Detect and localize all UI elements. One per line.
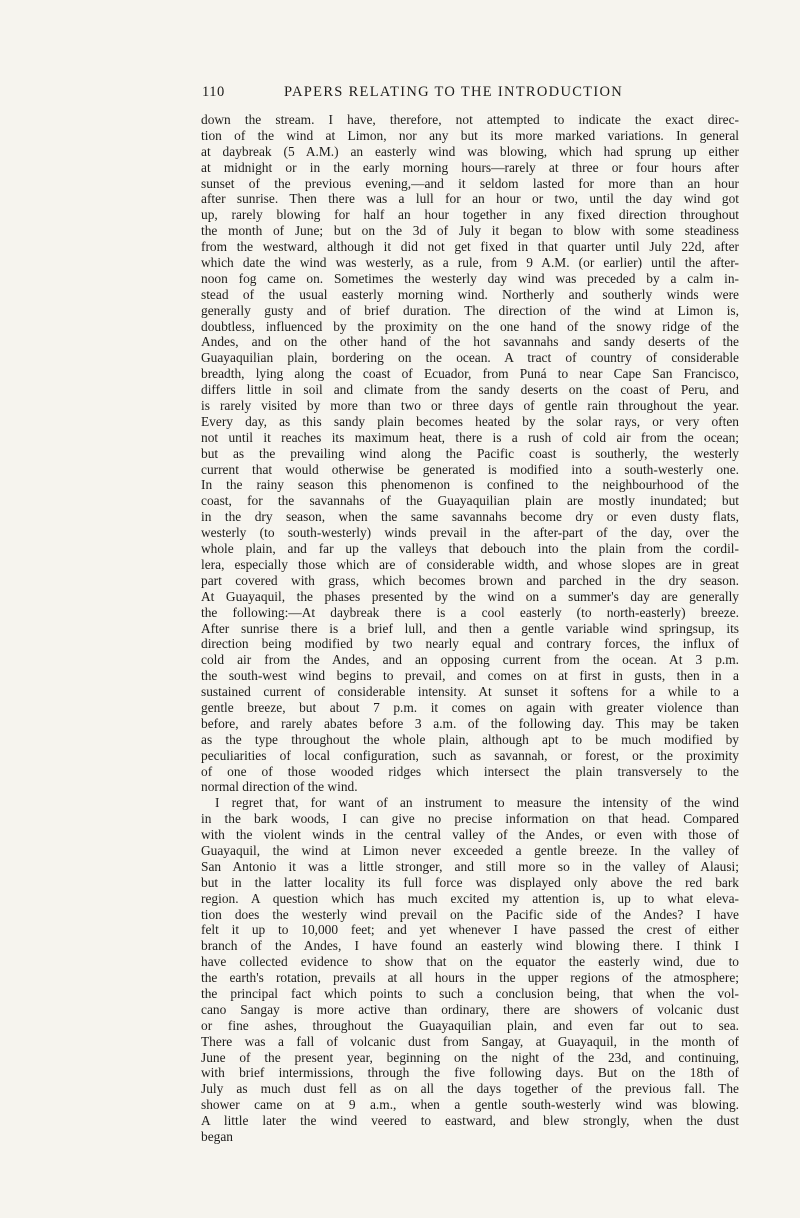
catchword [201,1145,739,1161]
text-line: normal direction of the wind. [201,779,358,795]
text-line: but in the latter locality its full force was displayed only above the red bark [201,874,739,890]
text-line: which date the wind was westerly, as a rule, from 9 A.M. (or earlier) until the after- [201,255,739,271]
text-line: June of the present year, beginning on the night of the 23d, and continuing, [201,1049,739,1065]
text-line: the following:—At daybreak there is a cool easterly (to north-easterly) breeze. [201,604,739,620]
text-line: before, and rarely abates before 3 a.m. of the following day. This may be taken [201,715,739,731]
text-line: is rarely visited by more than two or three days of gentle rain throughout the year. [201,398,739,414]
text-line: whole plain, and far up the valleys that debouch into the plain from the cordil- [201,541,739,557]
text-line: up, rarely blowing for half an hour together in any fixed direction throughout [201,207,739,223]
running-head [202,84,736,106]
text-line: the month of June; but on the 3d of July it began to blow with some steadiness [201,223,739,239]
text-line: There was a fall of volcanic dust from Sangay, at Guayaquil, in the month of [201,1033,739,1049]
text-line: but as the prevailing wind along the Pacific coast is southerly, the westerly [201,445,739,461]
text-line: not until it reaches its maximum heat, there is a rush of cold air from the ocean; [201,429,739,445]
text-line: doubtless, influenced by the proximity on the one hand of the snowy ridge of the [201,318,739,334]
text-line: current that would otherwise be generated is modified into a south-westerly one. [201,461,739,477]
text-line: Andes, and on the other hand of the hot savannahs and sandy deserts of the [201,334,739,350]
text-line: part covered with grass, which becomes brown and parched in the dry season. [201,572,739,588]
text-line: tion of the wind at Limon, nor any but its more marked variations. In general [201,127,739,143]
text-line: gentle breeze, but about 7 p.m. it comes on again with greater violence than [201,699,739,715]
text-line: as the type throughout the whole plain, although apt to be much modified by [201,731,739,747]
text-line: began [201,1129,233,1144]
text-line: in the bark woods, I can give no precise information on that head. Compared [201,811,739,827]
text-line: with brief intermissions, through the five following days. But on the 18th of [201,1065,739,1081]
text-line: sustained current of considerable intensity. At sunset it softens for a while to a [201,684,739,700]
text-line: westerly (to south-westerly) winds prevail in the after-part of the day, over the [201,525,739,541]
text-line: Every day, as this sandy plain becomes heated by the solar rays, or very often [201,413,739,429]
text-line: the earth's rotation, prevails at all hours in the upper regions of the atmosphere; [201,970,739,986]
text-line: the south-west wind begins to prevail, and comes on at first in gusts, then in a [201,668,739,684]
text-line: with the violent winds in the central valley of the Andes, or even with those of [201,827,739,843]
text-line: at midnight or in the early morning hours—rarely at three or four hours after [201,159,739,175]
text-line: down the stream. I have, therefore, not attempted to indicate the exact direc- [201,112,739,127]
text-line: After sunrise there is a brief lull, and then a gentle variable wind springsup, its [201,620,739,636]
text-line: peculiarities of local configuration, such as savannah, or forest, or the proximity [201,747,739,763]
text-line: the principal fact which points to such a conclusion being, that when the vol- [201,985,739,1001]
paragraph-first-line: I regret that, for want of an instrument to measure the intensity of the wind [215,795,739,811]
page-number: 110 [202,84,225,100]
text-line: In the rainy season this phenomenon is confined to the neighbourhood of the [201,477,739,493]
text-line: or fine ashes, throughout the Guayaquilian plain, and even far out to sea. [201,1017,739,1033]
text-line: tion does the westerly wind prevail on the Pacific side of the Andes? I have [201,906,739,922]
text-line: of one of those wooded ridges which intersect the plain transversely to the [201,763,739,779]
text-line: generally gusty and of brief duration. The direction of the wind at Limon is, [201,302,739,318]
text-line: in the dry season, when the same savannahs become dry or even dusty flats, [201,509,739,525]
running-head-title: PAPERS RELATING TO THE INTRODUCTION [284,84,624,100]
text-line: direction being modified by two nearly equal and contrary forces, the influx of [201,636,739,652]
body-text [201,112,739,1161]
text-line: breadth, lying along the coast of Ecuador, from Puná to near Cape San Francisco, [201,366,739,382]
text-line: shower came on at 9 a.m., when a gentle south-westerly wind was blowing. [201,1097,739,1113]
text-line: sunset of the previous evening,—and it seldom lasted for more than an hour [201,175,739,191]
text-line: felt it up to 10,000 feet; and yet whenever I have passed the crest of either [201,922,739,938]
text-line: have collected evidence to show that on the equator the easterly wind, due to [201,954,739,970]
text-line: A little later the wind veered to eastward, and blew strongly, when the dust [201,1113,739,1129]
text-line: from the westward, although it did not get fixed in that quarter until July 22d, after [201,239,739,255]
text-line: differs little in soil and climate from the sandy deserts on the coast of Peru, and [201,382,739,398]
text-line: Guayaquilian plain, bordering on the ocean. A tract of country of considerable [201,350,739,366]
text-line: at daybreak (5 A.M.) an easterly wind was blowing, which had sprung up either [201,143,739,159]
text-line: Guayaquil, the wind at Limon never exceeded a gentle breeze. In the valley of [201,842,739,858]
text-line: stead of the usual easterly morning wind. Northerly and southerly winds were [201,286,739,302]
text-line: At Guayaquil, the phases presented by the wind on a summer's day are generally [201,588,739,604]
text-line: July as much dust fell as on all the days together of the previous fall. The [201,1081,739,1097]
text-line: noon fog came on. Sometimes the westerly day wind was preceded by a calm in- [201,270,739,286]
text-line: region. A question which has much excited my attention is, up to what eleva- [201,890,739,906]
text-line: San Antonio it was a little stronger, and still more so in the valley of Alausi; [201,858,739,874]
text-line: branch of the Andes, I have found an easterly wind blowing there. I think I [201,938,739,954]
text-line: cold air from the Andes, and an opposing current from the ocean. At 3 p.m. [201,652,739,668]
text-line: coast, for the savannahs of the Guayaquilian plain are mostly inundated; but [201,493,739,509]
text-line: after sunrise. Then there was a lull for an hour or two, until the day wind got [201,191,739,207]
text-line: cano Sangay is more active than ordinary, there are showers of volcanic dust [201,1001,739,1017]
text-line: lera, especially those which are of considerable width, and whose slopes are in great [201,556,739,572]
